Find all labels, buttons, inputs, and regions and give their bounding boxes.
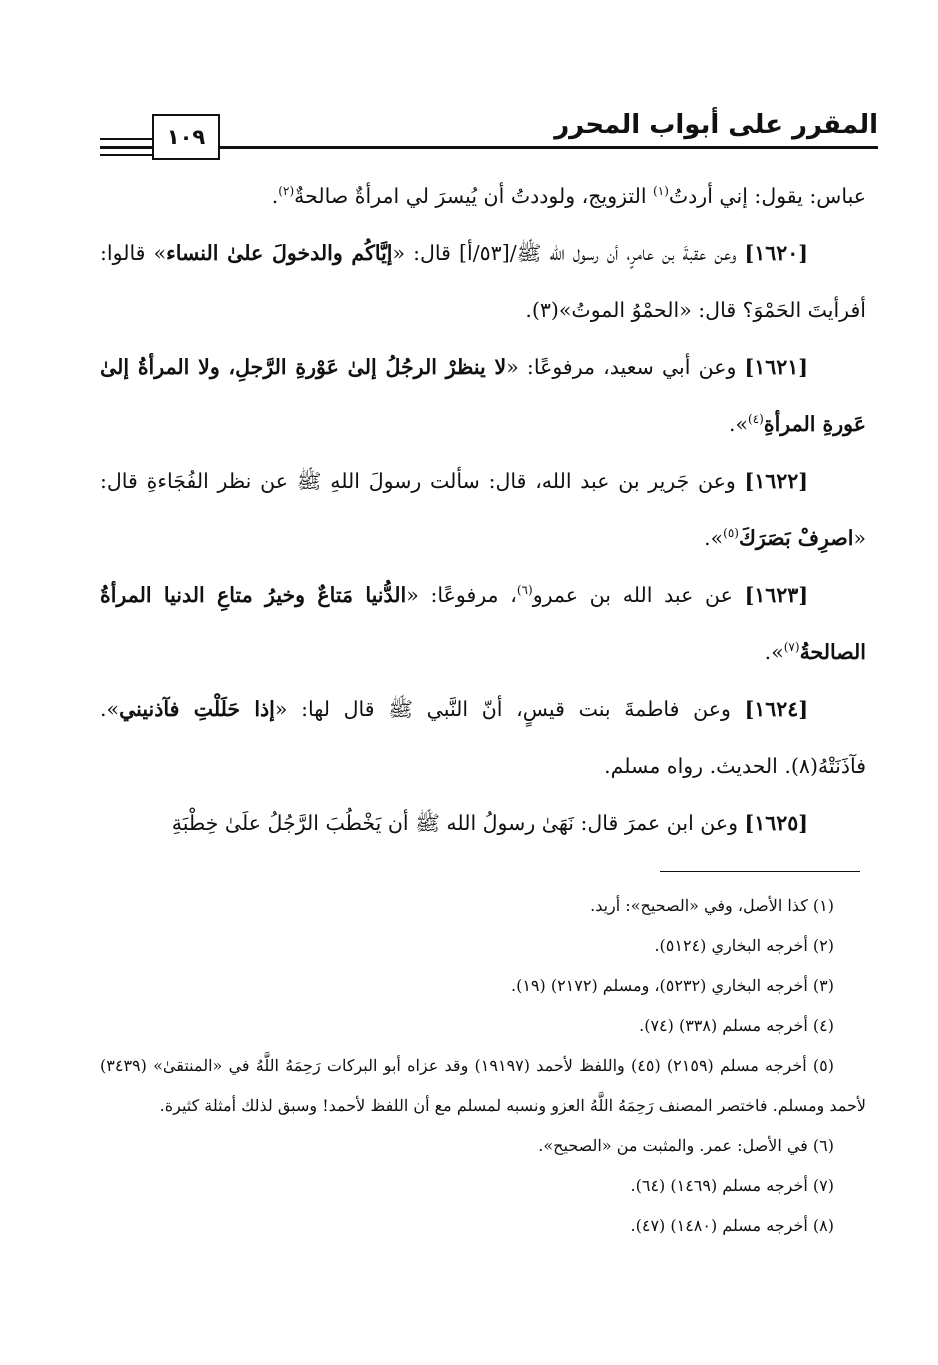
footnote-3: (٣) أخرجه البخاري (٥٢٣٢)، ومسلم (٢١٧٢) (١٩). [510, 976, 834, 995]
footnote-1: (١) كذا الأصل، وفي «الصحيح»: أريد. [590, 896, 834, 915]
footnote-ref: (٤) [748, 412, 764, 427]
footnote-8: (٨) أخرجه مسلم (١٤٨٠) (٤٧). [630, 1216, 834, 1235]
text-segment: وعن فاطمةَ بنت قيسٍ، أنّ النَّبي ﷺ قال لها: « [274, 697, 745, 721]
footnote-ref: (٦) [516, 583, 533, 598]
text-segment: ». [764, 640, 784, 664]
text-segment: . [271, 184, 279, 208]
hadith-number: [١٦٢٥] [744, 811, 808, 835]
text-segment: وعن جَرير بن عبد الله، قال: سألت رسولَ اللهِ ﷺ عن نظر الفُجَاءةِ قال: « [100, 469, 866, 550]
text-segment: ». [704, 526, 724, 550]
text-segment: ». [728, 412, 749, 436]
text-segment: التزويج، ولوددتُ أن يُيسرَ لي امرأةٌ صالحةٌ [294, 184, 654, 208]
hadith-number: [١٦٢١] [744, 355, 808, 379]
hadith-1623 [100, 567, 866, 681]
footnote-4: (٤) أخرجه مسلم (٣٣٨) (٧٤). [639, 1016, 834, 1035]
text-segment: ، مرفوعًا: « [406, 583, 517, 607]
text-segment: وعن أبي سعيد، مرفوعًا: « [506, 355, 745, 379]
text-segment: وعن عقبةَ بن عامرٍ، أن رسول الله ﷺ/[٥٣/أ] قال: « [392, 241, 745, 265]
hadith-text: الدُّنيا مَتاعٌ وخيرُ متاعِ الدنيا المرأةُ الصالحةُ [100, 583, 866, 664]
hadith-text: إذا حَلَلْتِ فآذنيني [119, 697, 275, 721]
text-segment: ». فآذَنَتْهُ(٨). الحديث. رواه مسلم. [100, 697, 866, 778]
text-segment: » قالوا: أفرأيتَ الحَمْوَ؟ قال: «الحمْوُ الموتُ»(٣). [100, 241, 866, 322]
hadith-number: [١٦٢٢] [744, 469, 808, 493]
page-number: ١٠٩ [152, 114, 220, 160]
text-segment: عن عبد الله بن عمرو [532, 583, 745, 607]
hadith-number: [١٦٢٠] [744, 241, 808, 265]
footnotes [100, 886, 866, 1246]
footnote-7: (٧) أخرجه مسلم (١٤٦٩) (٦٤). [630, 1176, 834, 1195]
hadith-number: [١٦٢٤] [744, 697, 809, 721]
paragraph-continuation [100, 168, 866, 225]
footnote-separator [660, 871, 860, 872]
footnote-2: (٢) أخرجه البخاري (٥١٢٤). [654, 936, 834, 955]
footnote-ref: (٢) [278, 184, 295, 199]
running-header [100, 108, 878, 160]
hadith-text: إيَّاكُم والدخولَ علىٰ النساء [166, 241, 393, 265]
hadith-1621 [100, 339, 866, 453]
text-segment: وعن ابن عمرَ قال: نَهَىٰ رسولُ الله ﷺ أن يَخْطُبَ الرَّجُلُ علَىٰ خِطْبَةِ [171, 811, 745, 835]
footnote-ref: (٧) [783, 640, 800, 655]
main-text [100, 168, 866, 852]
header-rule-left-bottom [100, 154, 160, 156]
header-rule-left-top [100, 138, 160, 140]
book-title: المقرر على أبواب المحرر [554, 110, 878, 140]
footnote-ref: (٥) [723, 526, 739, 541]
hadith-1625 [100, 795, 866, 852]
hadith-text: لا ينظرْ الرجُلُ إلىٰ عَوْرةِ الرَّجلِ، ولا المرأةُ إلىٰ عَورةِ المرأةِ [100, 355, 866, 436]
hadith-1620 [100, 225, 866, 339]
footnote-6: (٦) في الأصل: عمر. والمثبت من «الصحيح». [538, 1136, 834, 1155]
hadith-1624 [100, 681, 866, 795]
footnote-5: (٥) أخرجه مسلم (٢١٥٩) (٤٥) واللفظ لأحمد (١٩١٩٧) وقد عزاه أبو البركات رَحِمَهُ اللَّهُ في «المنتقىٰ» (٣٤٣٩) لأحمد ومسلم. فاختصر المصنف رَحِمَهُ اللَّهُ العزو ونسبه لمسلم مع أن اللفظ لأحمد! وسبق لذلك أمثلة كثيرة. [100, 1056, 866, 1115]
hadith-number: [١٦٢٣] [744, 583, 809, 607]
text-segment: عباس: يقول: إني أردتُ [668, 184, 866, 208]
footnote-ref: (١) [653, 184, 669, 199]
hadith-text: اصرِفْ بَصَرَكَ [738, 526, 854, 550]
hadith-1622 [100, 453, 866, 567]
